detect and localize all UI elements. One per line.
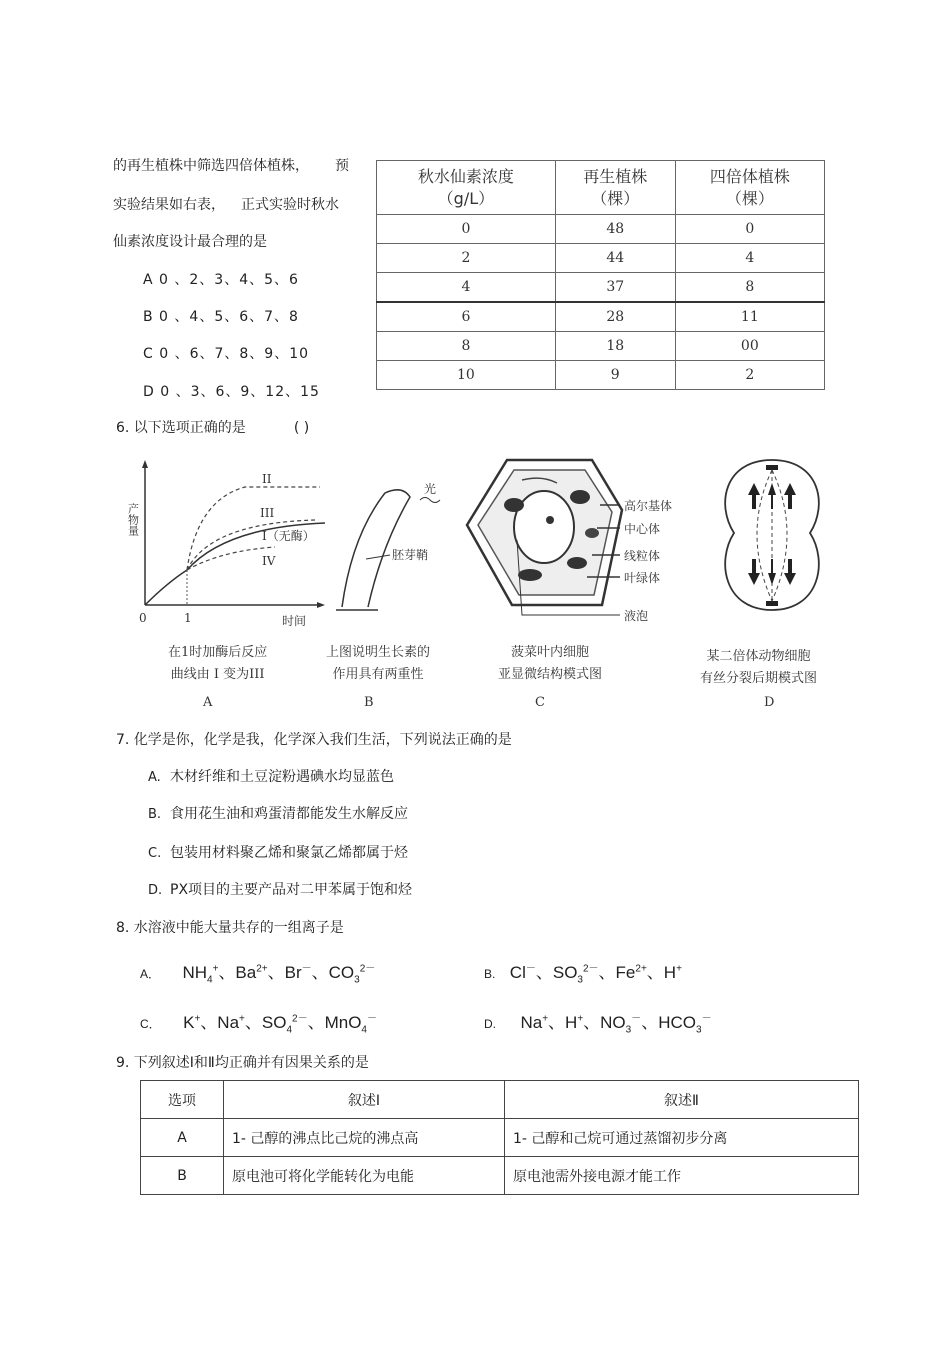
table-row (377, 302, 825, 332)
figure-c-plant-cell (462, 455, 697, 635)
table-cell: 1- 己醇的沸点比己烷的沸点高 (224, 1119, 505, 1157)
table-cell: 4 (377, 273, 556, 303)
table-cell: 18 (555, 332, 675, 361)
table-cell: A (141, 1119, 224, 1157)
table-row (377, 332, 825, 361)
q5-line-1: 的再生植株中筛选四倍体植株， 预 (113, 158, 349, 174)
q6-stem: 6. 以下选项正确的是 ( ) (116, 420, 310, 436)
table-cell: 00 (675, 332, 824, 361)
axis-y-label: 产物量 (126, 503, 140, 536)
q5-table (376, 160, 825, 390)
q7-option-a: A. 木材纤维和土豆淀粉遇碘水均显蓝色 (148, 769, 394, 785)
figure-d-animal-cell (710, 455, 835, 635)
q5-header-concentration: 秋水仙素浓度 （g/L） (377, 161, 556, 215)
table-header: 叙述Ⅰ (224, 1081, 505, 1119)
mitochondria-label: 线粒体 (624, 549, 661, 563)
axis-tick: 1 (184, 611, 192, 625)
table-cell: 原电池可将化学能转化为电能 (224, 1157, 505, 1195)
q5-option-d: D 0 、3、6、9、12、15 (143, 384, 320, 400)
centrosome-label: 中心体 (624, 522, 661, 536)
table-cell: 37 (555, 273, 675, 303)
q7-option-b: B. 食用花生油和鸡蛋清都能发生水解反应 (148, 806, 408, 822)
q8-option-b: B. Cl－、$SO_3^{2-}$、$Fe^{2+}$、H+ (484, 963, 682, 986)
q5-line-3: 仙素浓度设计最合理的是 (113, 234, 267, 250)
table-header: 选项 (141, 1081, 224, 1119)
curve-label-i: I（无酶） (262, 529, 315, 543)
figure-b-letter: B (364, 695, 374, 710)
figure-a-caption: 在1时加酶后反应 曲线由 I 变为III (168, 645, 268, 682)
light-label: 光 (424, 482, 437, 496)
table-row (377, 361, 825, 390)
q8-stem: 8. 水溶液中能大量共存的一组离子是 (116, 920, 344, 936)
table-cell: 原电池需外接电源才能工作 (505, 1157, 859, 1195)
table-cell: 6 (377, 302, 556, 332)
table-row (141, 1119, 859, 1157)
table-cell: 2 (675, 361, 824, 390)
q5-table-header (377, 161, 825, 215)
figure-d-caption: 某二倍体动物细胞 有丝分裂后期模式图 (700, 649, 818, 686)
q8-option-c: C． K+、Na+、$SO_4^{2-}$、MnO$_4$－ (140, 1013, 377, 1036)
table-row (377, 215, 825, 244)
table-cell: 2 (377, 244, 556, 273)
table-row (377, 244, 825, 273)
table-cell: 8 (675, 273, 824, 303)
q5-option-a: A 0 、2、3、4、5、6 (143, 272, 299, 288)
vacuole-label: 液泡 (624, 609, 649, 623)
golgi-label: 高尔基体 (624, 499, 673, 513)
table-cell: 0 (675, 215, 824, 244)
table-cell: 48 (555, 215, 675, 244)
q9-stem: 9. 下列叙述Ⅰ和Ⅱ均正确并有因果关系的是 (116, 1055, 369, 1071)
figure-a-enzyme-curve (125, 455, 330, 635)
q5-header-tetraploid: 四倍体植株 （棵） (675, 161, 824, 215)
curve-label-ii: II (262, 472, 272, 486)
q7-option-d: D. PX项目的主要产品对二甲苯属于饱和烃 (148, 882, 413, 898)
table-cell: B (141, 1157, 224, 1195)
coleoptile-label: 胚芽鞘 (392, 548, 429, 562)
chloroplast-label: 叶绿体 (624, 571, 661, 585)
table-cell: 8 (377, 332, 556, 361)
table-cell: 10 (377, 361, 556, 390)
q7-stem: 7. 化学是你，化学是我，化学深入我们生活，下列说法正确的是 (116, 732, 512, 748)
axis-x-label: 时间 (282, 614, 307, 628)
table-header-row (141, 1081, 859, 1119)
curve-label-iii: III (260, 506, 275, 520)
table-cell: 28 (555, 302, 675, 332)
q7-option-c: C. 包装用材料聚乙烯和聚氯乙烯都属于烃 (148, 845, 408, 861)
figure-d-letter: D (764, 695, 775, 710)
figure-c-caption: 菠菜叶内细胞 亚显微结构模式图 (498, 645, 603, 682)
curve-label-iv: IV (262, 554, 276, 568)
q5-option-b: B 0 、4、5、6、7、8 (143, 309, 299, 325)
table-cell: 9 (555, 361, 675, 390)
table-cell: 11 (675, 302, 824, 332)
figure-b-coleoptile (330, 455, 450, 635)
q5-option-c: C 0 、6、7、8、9、10 (143, 346, 310, 362)
figure-c-letter: C (535, 695, 545, 710)
figure-b-caption: 上图说明生长素的 作用具有两重性 (326, 645, 431, 682)
figure-a-letter: A (203, 695, 213, 710)
q5-header-regenerated: 再生植株 （棵） (555, 161, 675, 215)
table-cell: 4 (675, 244, 824, 273)
axis-origin: 0 (139, 611, 147, 625)
table-row (141, 1157, 859, 1195)
q9-table (140, 1080, 859, 1195)
q5-line-2: 实验结果如右表， 正式实验时秋水 (113, 197, 339, 213)
q8-option-d: D. Na+、H+、$NO_3^-$、$HCO_3^-$ (484, 1013, 712, 1036)
table-header: 叙述Ⅱ (505, 1081, 859, 1119)
table-cell: 0 (377, 215, 556, 244)
table-row (377, 273, 825, 303)
table-cell: 44 (555, 244, 675, 273)
table-cell: 1- 己醇和己烷可通过蒸馏初步分离 (505, 1119, 859, 1157)
q8-option-a: A． $NH_4^+$、$Ba^{2+}$、Br－、$CO_3^{2-}$ (140, 963, 376, 986)
